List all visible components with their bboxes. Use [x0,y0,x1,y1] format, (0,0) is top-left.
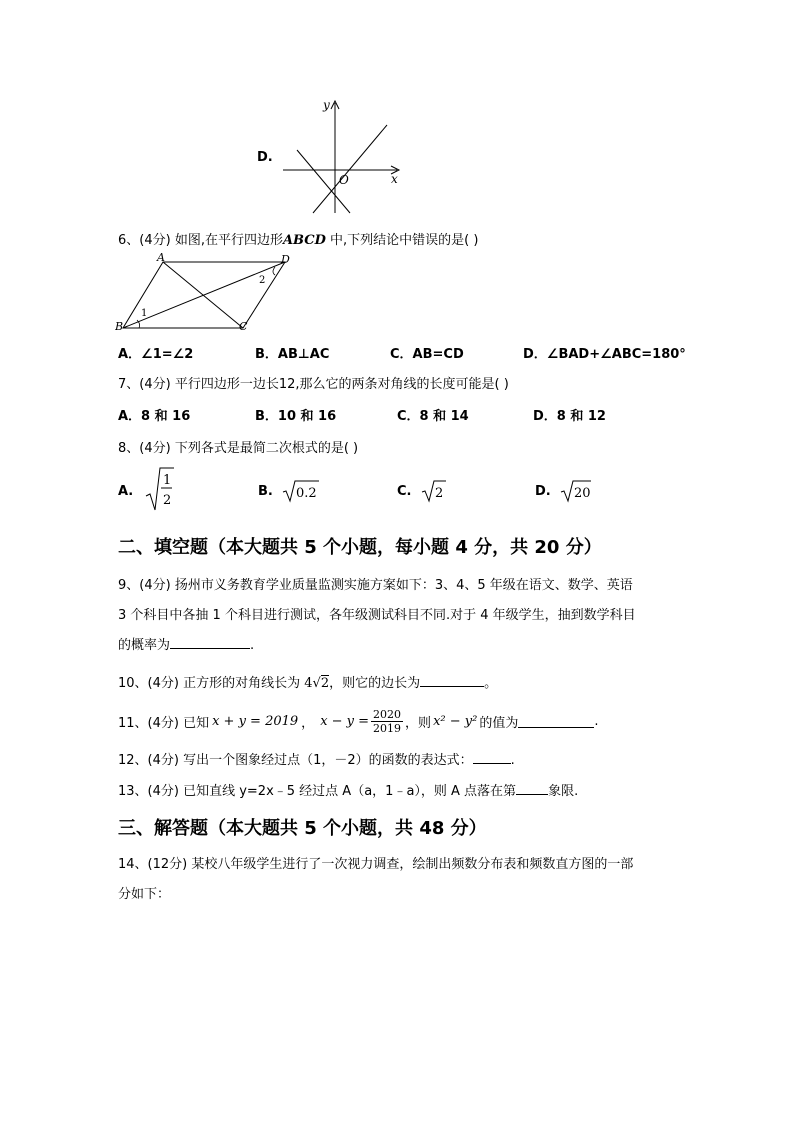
section-3-heading: 三、解答题（本大题共 5 个小题，共 48 分） [118,818,487,839]
question-11-text: 11、(4分) 已知 x + y = 2019 ， x − y = $\frac{2020}{2019}$ ，则 x² − y² 的值为 . [118,707,599,735]
q7-option-a[interactable]: A．8 和 16 [118,409,191,424]
q7-option-b[interactable]: B．10 和 16 [255,409,337,424]
question-9-line-1: 9、(4分) 扬州市义务教育学业质量监测实施方案如下：3、4、5 年级在语文、数学、英语 [118,578,633,593]
question-10-text: 10、(4分) 正方形的对角线长为 4√2，则它的边长为 。 [118,676,498,691]
q8-option-c-sqrt[interactable] [421,479,447,503]
question-14-line-2: 分如下： [118,887,171,902]
math-abcd: ABCD [282,233,326,248]
coordinate-graph [255,95,415,220]
q8-option-b-sqrt[interactable] [282,479,320,503]
vertex-d: D [281,253,290,266]
question-6-text: 6、(4分) 如图,在平行四边形ABCD 中,下列结论中错误的是( ) [118,233,479,248]
question-7-text: 7、(4分) 平行四边形一边长12,那么它的两条对角线的长度可能是( ) [118,377,509,392]
option-d-label: D. [257,150,273,165]
question-8-text: 8、(4分) 下列各式是最简二次根式的是( ) [118,441,359,456]
question-12-text: 12、(4分) 写出一个图象经过点（1，－2）的函数的表达式： . [118,753,515,768]
question-13-text: 13、(4分) 已知直线 y=2x﹣5 经过点 A（a，1﹣a），则 A 点落在第 象限. [118,784,579,799]
svg-text:2: 2 [435,486,444,501]
q8-option-b-label[interactable]: B. [258,484,273,499]
q6-option-d[interactable]: D．∠BAD+∠ABC=180° [523,347,686,362]
x-axis-label: x [391,172,398,186]
svg-text:20: 20 [574,486,591,501]
q11-answer-blank[interactable] [518,715,594,728]
q8-option-a-sqrt-fraction[interactable] [144,466,174,512]
q8-option-d-label[interactable]: D. [535,484,551,499]
q8-option-d-sqrt[interactable] [560,479,592,503]
sqrt-symbol: √ [312,676,321,691]
q6-option-a[interactable]: A．∠1=∠2 [118,347,194,362]
question-14-line-1: 14、(12分) 某校八年级学生进行了一次视力调查，绘制出频数分布表和频数直方图的一部 [118,857,634,872]
vertex-a: A [157,252,165,264]
q6-option-b[interactable]: B．AB⊥AC [255,347,330,362]
q7-option-d[interactable]: D．8 和 12 [533,409,606,424]
vertex-c: C [239,320,248,332]
q6-option-c[interactable]: C．AB=CD [390,347,464,362]
vertex-b: B [115,320,124,332]
q8-option-a-label[interactable]: A. [118,484,134,499]
angle-1-label: 1 [141,308,148,319]
q7-option-c[interactable]: C．8 和 14 [397,409,469,424]
svg-text:2: 2 [163,493,172,508]
parallelogram-figure [115,252,315,332]
angle-2-label: 2 [259,275,266,286]
svg-text:1: 1 [163,473,172,488]
q10-answer-blank[interactable] [420,674,484,687]
q8-option-c-label[interactable]: C. [397,484,412,499]
fraction: $\frac{2020}{2019}$ [373,707,402,735]
question-9-line-3: 的概率为 . [118,638,255,653]
option-d-graph [255,95,415,220]
origin-label: O [339,173,349,187]
y-axis-label: y [323,98,330,112]
question-9-line-2: 3 个科目中各抽 1 个科目进行测试，各年级测试科目不同.对于 4 年级学生，抽到数学科目 [118,608,636,623]
svg-text:0.2: 0.2 [296,486,317,501]
section-2-heading: 二、填空题（本大题共 5 个小题，每小题 4 分，共 20 分） [118,537,602,558]
q9-answer-blank[interactable] [170,636,250,649]
q13-answer-blank[interactable] [516,782,548,795]
q12-answer-blank[interactable] [473,751,511,764]
